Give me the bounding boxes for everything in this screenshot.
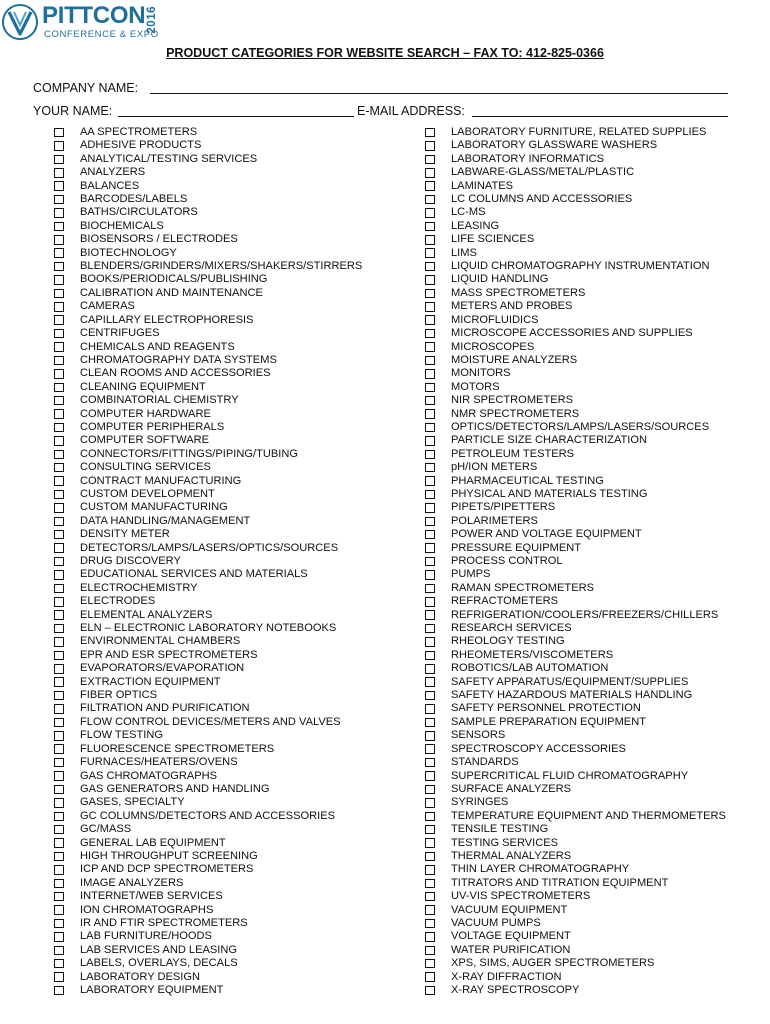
category-label: LC-MS <box>451 206 486 219</box>
category-label: BLENDERS/GRINDERS/MIXERS/SHAKERS/STIRRERS <box>80 260 363 273</box>
category-checkbox[interactable] <box>54 812 64 822</box>
category-label: SYRINGES <box>451 796 509 809</box>
category-checkbox[interactable] <box>425 302 435 312</box>
category-label: ELN – ELECTRONIC LABORATORY NOTEBOOKS <box>80 622 337 635</box>
your-name-label: YOUR NAME: <box>33 104 113 118</box>
category-checkbox[interactable] <box>425 865 435 875</box>
email-address-label: E-MAIL ADDRESS: <box>357 104 465 118</box>
category-label: LABORATORY GLASSWARE WASHERS <box>451 139 658 152</box>
category-checkbox[interactable] <box>54 718 64 728</box>
category-label: DENSITY METER <box>80 528 170 541</box>
category-checkbox[interactable] <box>54 543 64 553</box>
category-checkbox[interactable] <box>54 838 64 848</box>
category-label: GAS CHROMATOGRAPHS <box>80 769 218 782</box>
category-checkbox[interactable] <box>425 543 435 553</box>
category-checkbox[interactable] <box>425 651 435 661</box>
category-checkbox[interactable] <box>54 892 64 902</box>
category-label: DRUG DISCOVERY <box>80 555 181 567</box>
category-checkbox[interactable] <box>425 825 435 835</box>
category-label: VOLTAGE EQUIPMENT <box>451 930 571 943</box>
category-checkbox[interactable] <box>54 744 64 754</box>
category-label: LABORATORY INFORMATICS <box>451 152 605 165</box>
category-label: EVAPORATORS/EVAPORATION <box>80 662 245 675</box>
category-checkbox[interactable] <box>54 624 64 634</box>
category-checkbox[interactable] <box>54 450 64 460</box>
category-label: LABORATORY FURNITURE, RELATED SUPPLIES <box>451 126 707 138</box>
category-checkbox[interactable] <box>54 222 64 232</box>
category-checkbox[interactable] <box>54 423 64 433</box>
category-label: CAMERAS <box>80 300 135 313</box>
category-checkbox[interactable] <box>425 986 435 996</box>
category-label: FIBER OPTICS <box>80 689 158 702</box>
category-label: X-RAY DIFFRACTION <box>451 970 562 983</box>
category-checkbox[interactable] <box>54 409 64 419</box>
category-checkbox[interactable] <box>425 329 435 339</box>
category-label: THIN LAYER CHROMATOGRAPHY <box>451 863 630 876</box>
category-checkbox[interactable] <box>425 771 435 781</box>
category-label: BOOKS/PERIODICALS/PUBLISHING <box>80 273 268 286</box>
category-checkbox[interactable] <box>425 275 435 285</box>
category-checkbox[interactable] <box>425 892 435 902</box>
category-label: ROBOTICS/LAB AUTOMATION <box>451 662 609 675</box>
category-checkbox[interactable] <box>425 181 435 191</box>
category-label: LIFE SCIENCES <box>451 233 535 246</box>
category-label: GC COLUMNS/DETECTORS AND ACCESSORIES <box>80 809 335 822</box>
category-label: PHYSICAL AND MATERIALS TESTING <box>451 487 648 500</box>
category-label: MONITORS <box>451 367 511 380</box>
category-label: RAMAN SPECTROMETERS <box>451 581 594 594</box>
category-checkbox[interactable] <box>54 651 64 661</box>
category-label: COMBINATORIAL CHEMISTRY <box>80 394 239 407</box>
category-label: PROCESS CONTROL <box>451 555 563 567</box>
category-label: MICROSCOPES <box>451 340 535 353</box>
category-label: MOISTURE ANALYZERS <box>451 353 578 366</box>
category-checkbox[interactable] <box>425 315 435 325</box>
category-checkbox[interactable] <box>54 329 64 339</box>
category-checkbox[interactable] <box>54 919 64 929</box>
category-checkbox[interactable] <box>425 597 435 607</box>
category-label: BATHS/CIRCULATORS <box>80 206 198 219</box>
category-checkbox[interactable] <box>425 128 435 138</box>
category-checkbox[interactable] <box>54 972 64 982</box>
category-label: HIGH THROUGHPUT SCREENING <box>80 849 258 862</box>
category-label: FILTRATION AND PURIFICATION <box>80 702 250 715</box>
category-checkbox[interactable] <box>425 812 435 822</box>
category-checkbox[interactable] <box>425 342 435 352</box>
category-label: PARTICLE SIZE CHARACTERIZATION <box>451 434 648 447</box>
category-checkbox[interactable] <box>425 409 435 419</box>
category-checkbox[interactable] <box>425 141 435 151</box>
category-label: MICROFLUIDICS <box>451 313 539 326</box>
category-label: GENERAL LAB EQUIPMENT <box>80 836 226 849</box>
category-checkbox[interactable] <box>54 852 64 862</box>
category-checkbox[interactable] <box>54 517 64 527</box>
category-label: RHEOLOGY TESTING <box>451 635 565 648</box>
category-label: RESEARCH SERVICES <box>451 622 572 635</box>
category-checkbox[interactable] <box>54 610 64 620</box>
category-checkbox[interactable] <box>425 356 435 366</box>
category-checkbox[interactable] <box>54 932 64 942</box>
category-checkbox[interactable] <box>425 517 435 527</box>
category-checkbox[interactable] <box>54 584 64 594</box>
category-label: NMR SPECTROMETERS <box>451 407 580 420</box>
category-checkbox[interactable] <box>54 436 64 446</box>
category-label: FLOW CONTROL DEVICES/METERS AND VALVES <box>80 715 341 728</box>
category-checkbox[interactable] <box>54 986 64 996</box>
category-label: THERMAL ANALYZERS <box>451 849 572 862</box>
category-checkbox[interactable] <box>425 396 435 406</box>
category-label: AA SPECTROMETERS <box>80 126 198 138</box>
category-label: LIQUID HANDLING <box>451 273 549 286</box>
category-checkbox[interactable] <box>425 932 435 942</box>
category-checkbox[interactable] <box>54 557 64 567</box>
category-label: REFRACTOMETERS <box>451 595 559 608</box>
category-label: CONSULTING SERVICES <box>80 461 211 474</box>
category-checkbox[interactable] <box>425 570 435 580</box>
category-checkbox[interactable] <box>425 262 435 272</box>
category-checkbox[interactable] <box>425 369 435 379</box>
category-label: XPS, SIMS, AUGER SPECTROMETERS <box>451 957 655 970</box>
category-checkbox[interactable] <box>425 852 435 862</box>
category-checkbox[interactable] <box>425 972 435 982</box>
category-checkbox[interactable] <box>54 825 64 835</box>
category-label: CUSTOM MANUFACTURING <box>80 501 228 514</box>
your-name-field[interactable] <box>118 116 354 117</box>
category-checkbox[interactable] <box>425 718 435 728</box>
category-checkbox[interactable] <box>54 785 64 795</box>
category-label: DETECTORS/LAMPS/LASERS/OPTICS/SOURCES <box>80 541 339 554</box>
category-label: CHEMICALS AND REAGENTS <box>80 340 235 353</box>
category-checkbox[interactable] <box>54 369 64 379</box>
category-checkbox[interactable] <box>425 905 435 915</box>
logo-year: 2016 <box>146 6 158 34</box>
category-checkbox[interactable] <box>54 503 64 513</box>
category-checkbox[interactable] <box>54 946 64 956</box>
category-checkbox[interactable] <box>54 758 64 768</box>
category-checkbox[interactable] <box>54 490 64 500</box>
category-checkbox[interactable] <box>425 959 435 969</box>
category-label: CLEANING EQUIPMENT <box>80 380 206 393</box>
category-checkbox[interactable] <box>54 181 64 191</box>
category-label: NIR SPECTROMETERS <box>451 394 574 407</box>
category-label: LABORATORY DESIGN <box>80 970 201 983</box>
category-checkbox[interactable] <box>54 704 64 714</box>
category-checkbox[interactable] <box>54 275 64 285</box>
category-label: MICROSCOPE ACCESSORIES AND SUPPLIES <box>451 327 693 340</box>
category-checkbox[interactable] <box>54 195 64 205</box>
category-label: OPTICS/DETECTORS/LAMPS/LASERS/SOURCES <box>451 420 710 433</box>
category-label: CLEAN ROOMS AND ACCESSORIES <box>80 367 271 380</box>
category-checkbox[interactable] <box>54 141 64 151</box>
category-checkbox[interactable] <box>425 584 435 594</box>
category-checkbox[interactable] <box>54 664 64 674</box>
category-label: CALIBRATION AND MAINTENANCE <box>80 286 263 299</box>
category-checkbox[interactable] <box>425 235 435 245</box>
category-checkbox[interactable] <box>54 691 64 701</box>
logo-subtitle: CONFERENCE & EXPO <box>44 29 159 40</box>
category-label: INTERNET/WEB SERVICES <box>80 890 223 903</box>
category-label: MOTORS <box>451 380 500 393</box>
category-checkbox[interactable] <box>54 289 64 299</box>
category-label: LAB SERVICES AND LEASING <box>80 943 238 956</box>
category-checkbox[interactable] <box>425 436 435 446</box>
category-label: ION CHROMATOGRAPHS <box>80 903 214 916</box>
category-label: FLOW TESTING <box>80 729 164 742</box>
email-address-field[interactable] <box>472 116 728 117</box>
category-label: ENVIRONMENTAL CHAMBERS <box>80 635 241 648</box>
category-label: LIQUID CHROMATOGRAPHY INSTRUMENTATION <box>451 260 710 273</box>
company-name-field[interactable] <box>150 93 728 94</box>
category-checkbox[interactable] <box>54 865 64 875</box>
category-label: SAMPLE PREPARATION EQUIPMENT <box>451 715 646 728</box>
category-checkbox[interactable] <box>425 463 435 473</box>
category-label: COMPUTER PERIPHERALS <box>80 420 225 433</box>
category-checkbox[interactable] <box>425 383 435 393</box>
category-checkbox[interactable] <box>425 610 435 620</box>
category-label: COMPUTER HARDWARE <box>80 407 211 420</box>
category-checkbox[interactable] <box>54 342 64 352</box>
category-label: LAB FURNITURE/HOODS <box>80 930 212 943</box>
category-checkbox[interactable] <box>54 530 64 540</box>
category-label: PIPETS/PIPETTERS <box>451 501 556 514</box>
category-label: LIMS <box>451 246 477 259</box>
category-label: FLUORESCENCE SPECTROMETERS <box>80 742 275 755</box>
category-checkbox[interactable] <box>54 677 64 687</box>
category-label: POLARIMETERS <box>451 514 538 527</box>
category-checkbox[interactable] <box>54 302 64 312</box>
category-label: STANDARDS <box>451 756 519 769</box>
category-checkbox[interactable] <box>54 463 64 473</box>
category-label: CONNECTORS/FITTINGS/PIPING/TUBING <box>80 447 298 460</box>
category-checkbox[interactable] <box>425 919 435 929</box>
document-title: PRODUCT CATEGORIES FOR WEBSITE SEARCH – FAX TO: 412-825-0366 <box>166 46 604 60</box>
category-label: X-RAY SPECTROSCOPY <box>451 984 580 996</box>
category-label: BIOCHEMICALS <box>80 219 164 232</box>
category-checkbox[interactable] <box>54 383 64 393</box>
category-checkbox[interactable] <box>425 664 435 674</box>
category-label: SUPERCRITICAL FLUID CHROMATOGRAPHY <box>451 769 689 782</box>
category-label: UV-VIS SPECTROMETERS <box>451 890 591 903</box>
category-label: CONTRACT MANUFACTURING <box>80 474 242 487</box>
category-checkbox[interactable] <box>425 677 435 687</box>
category-checkbox[interactable] <box>425 624 435 634</box>
category-label: SAFETY APPARATUS/EQUIPMENT/SUPPLIES <box>451 675 689 688</box>
category-checkbox[interactable] <box>425 798 435 808</box>
category-label: CHROMATOGRAPHY DATA SYSTEMS <box>80 353 277 366</box>
category-label: REFRIGERATION/COOLERS/FREEZERS/CHILLERS <box>451 608 719 621</box>
category-checkbox[interactable] <box>54 356 64 366</box>
category-checkbox[interactable] <box>425 289 435 299</box>
category-checkbox[interactable] <box>54 570 64 580</box>
logo-title: PITTCON <box>42 2 146 29</box>
category-checkbox[interactable] <box>425 248 435 258</box>
category-checkbox[interactable] <box>425 450 435 460</box>
category-label: RHEOMETERS/VISCOMETERS <box>451 648 614 661</box>
category-label: CENTRIFUGES <box>80 327 160 340</box>
pittcon-logo-icon <box>2 4 38 40</box>
category-checkbox[interactable] <box>425 704 435 714</box>
category-checkbox[interactable] <box>54 262 64 272</box>
category-label: DATA HANDLING/MANAGEMENT <box>80 514 251 527</box>
category-label: LAMINATES <box>451 179 514 192</box>
category-label: SPECTROSCOPY ACCESSORIES <box>451 742 626 755</box>
category-label: FURNACES/HEATERS/OVENS <box>80 756 238 769</box>
category-checkbox[interactable] <box>425 222 435 232</box>
category-label: PUMPS <box>451 568 491 581</box>
category-checkbox[interactable] <box>54 396 64 406</box>
category-label: ELEMENTAL ANALYZERS <box>80 608 213 621</box>
category-label: BIOSENSORS / ELECTRODES <box>80 233 238 246</box>
category-label: EDUCATIONAL SERVICES AND MATERIALS <box>80 568 308 581</box>
category-checkbox[interactable] <box>54 315 64 325</box>
category-checkbox[interactable] <box>425 208 435 218</box>
category-checkbox[interactable] <box>425 744 435 754</box>
category-label: COMPUTER SOFTWARE <box>80 434 210 447</box>
company-name-label: COMPANY NAME: <box>33 81 139 95</box>
category-checkbox[interactable] <box>54 959 64 969</box>
category-label: GAS GENERATORS AND HANDLING <box>80 782 270 795</box>
category-label: CAPILLARY ELECTROPHORESIS <box>80 313 254 326</box>
category-label: CUSTOM DEVELOPMENT <box>80 487 215 500</box>
category-checkbox[interactable] <box>425 168 435 178</box>
category-checkbox[interactable] <box>425 557 435 567</box>
category-label: TENSILE TESTING <box>451 823 549 836</box>
category-label: BIOTECHNOLOGY <box>80 246 177 259</box>
category-label: ELECTRODES <box>80 595 156 608</box>
category-checkbox[interactable] <box>425 503 435 513</box>
category-checkbox[interactable] <box>54 905 64 915</box>
category-checkbox[interactable] <box>54 248 64 258</box>
category-label: TESTING SERVICES <box>451 836 559 849</box>
category-checkbox[interactable] <box>425 476 435 486</box>
category-checkbox[interactable] <box>54 637 64 647</box>
category-label: GASES, SPECIALTY <box>80 796 185 809</box>
category-checkbox[interactable] <box>425 879 435 889</box>
category-checkbox[interactable] <box>425 530 435 540</box>
category-label: BALANCES <box>80 179 140 192</box>
category-label: LC COLUMNS AND ACCESSORIES <box>451 193 633 206</box>
category-label: pH/ION METERS <box>451 461 538 474</box>
category-label: SENSORS <box>451 729 506 742</box>
category-label: ADHESIVE PRODUCTS <box>80 139 202 152</box>
category-label: ELECTROCHEMISTRY <box>80 581 198 594</box>
category-checkbox[interactable] <box>54 597 64 607</box>
category-checkbox[interactable] <box>54 168 64 178</box>
category-label: SURFACE ANALYZERS <box>451 782 572 795</box>
category-label: LABELS, OVERLAYS, DECALS <box>80 957 238 970</box>
category-label: ANALYZERS <box>80 166 146 179</box>
category-label: PETROLEUM TESTERS <box>451 447 575 460</box>
category-label: SAFETY HAZARDOUS MATERIALS HANDLING <box>451 689 693 702</box>
category-label: GC/MASS <box>80 823 132 836</box>
category-checkbox[interactable] <box>425 691 435 701</box>
category-label: IMAGE ANALYZERS <box>80 876 184 889</box>
category-label: VACUUM EQUIPMENT <box>451 903 568 916</box>
category-checkbox[interactable] <box>425 423 435 433</box>
category-checkbox[interactable] <box>425 195 435 205</box>
category-label: METERS AND PROBES <box>451 300 573 313</box>
category-label: LEASING <box>451 219 500 232</box>
category-label: WATER PURIFICATION <box>451 943 571 956</box>
category-label: EPR AND ESR SPECTROMETERS <box>80 648 258 661</box>
category-checkbox[interactable] <box>425 838 435 848</box>
category-checkbox[interactable] <box>425 637 435 647</box>
category-checkbox[interactable] <box>54 128 64 138</box>
category-label: TITRATORS AND TITRATION EQUIPMENT <box>451 876 669 889</box>
category-checkbox[interactable] <box>54 208 64 218</box>
category-checkbox[interactable] <box>54 155 64 165</box>
category-checkbox[interactable] <box>425 946 435 956</box>
category-label: IR AND FTIR SPECTROMETERS <box>80 916 248 929</box>
category-label: MASS SPECTROMETERS <box>451 286 586 299</box>
category-checkbox[interactable] <box>425 155 435 165</box>
category-checkbox[interactable] <box>54 731 64 741</box>
category-label: PRESSURE EQUIPMENT <box>451 541 582 554</box>
pittcon-logo <box>2 2 172 42</box>
category-checkbox[interactable] <box>425 785 435 795</box>
category-checkbox[interactable] <box>425 490 435 500</box>
category-label: TEMPERATURE EQUIPMENT AND THERMOMETERS <box>451 809 726 822</box>
category-label: LABORATORY EQUIPMENT <box>80 984 224 996</box>
category-label: ANALYTICAL/TESTING SERVICES <box>80 152 258 165</box>
category-label: BARCODES/LABELS <box>80 193 188 206</box>
category-checkbox[interactable] <box>425 731 435 741</box>
category-label: ICP AND DCP SPECTROMETERS <box>80 863 254 876</box>
category-label: PHARMACEUTICAL TESTING <box>451 474 604 487</box>
category-checkbox[interactable] <box>54 771 64 781</box>
category-label: POWER AND VOLTAGE EQUIPMENT <box>451 528 642 541</box>
category-label: SAFETY PERSONNEL PROTECTION <box>451 702 641 715</box>
category-checkbox[interactable] <box>425 758 435 768</box>
category-checkbox[interactable] <box>54 235 64 245</box>
category-label: EXTRACTION EQUIPMENT <box>80 675 221 688</box>
category-label: VACUUM PUMPS <box>451 916 541 929</box>
category-checkbox[interactable] <box>54 476 64 486</box>
category-checkbox[interactable] <box>54 879 64 889</box>
category-checkbox[interactable] <box>54 798 64 808</box>
category-label: LABWARE-GLASS/METAL/PLASTIC <box>451 166 635 179</box>
